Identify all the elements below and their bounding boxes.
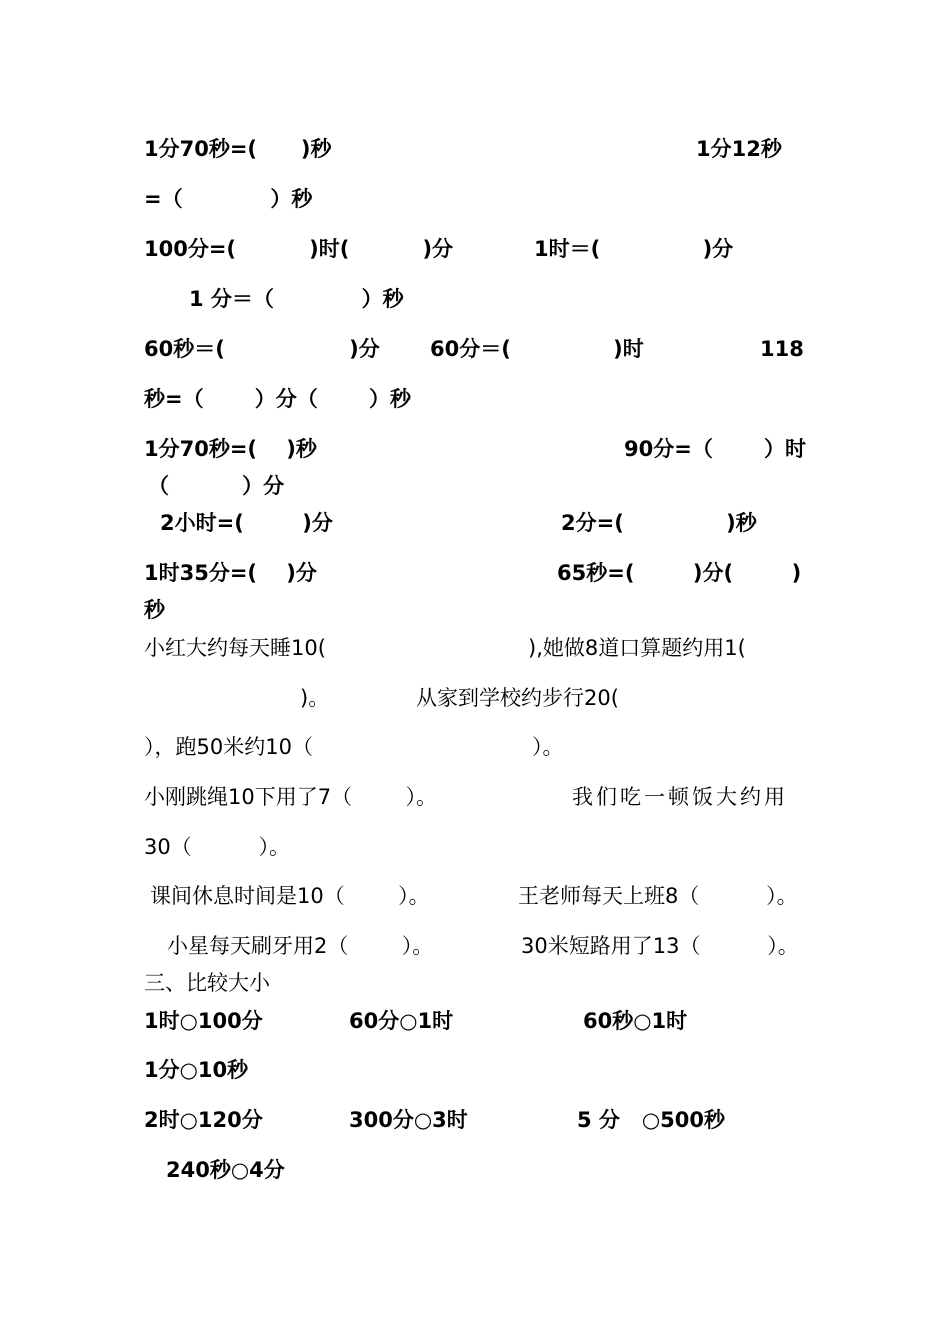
fill-unit-line: 从家到学校约步行20( — [416, 686, 619, 710]
compare-item: 300分○3时 — [349, 1108, 468, 1132]
compare-item: 1分○10秒 — [144, 1058, 249, 1082]
fill-unit-line: 我们吃一顿饭大约用 — [572, 785, 788, 809]
conversion-line: 1分70秒=( )秒 — [144, 137, 332, 161]
conversion-line: 1时35分=( )分 — [144, 561, 317, 585]
compare-item: 5 分 ○500秒 — [577, 1108, 726, 1132]
fill-unit-line: 小红大约每天睡10( — [144, 636, 326, 660]
conversion-line: （ ）分 — [148, 474, 285, 498]
conversion-line: 90分=（ ）时 — [624, 437, 806, 461]
fill-unit-line: 小星每天刷牙用2（ ）。 — [167, 934, 434, 958]
compare-item: 60分○1时 — [349, 1009, 454, 1033]
compare-item: 1时○100分 — [144, 1009, 263, 1033]
fill-unit-line: ）。 — [532, 735, 564, 759]
compare-item: 2时○120分 — [144, 1108, 263, 1132]
fill-unit-line: 王老师每天上班8（ ）。 — [518, 884, 798, 908]
compare-item: 60秒○1时 — [583, 1009, 688, 1033]
conversion-line: =（ ）秒 — [144, 187, 313, 211]
conversion-line: 秒=（ ）分（ ）秒 — [144, 387, 411, 411]
conversion-line: 65秒=( )分( ) — [557, 561, 802, 585]
section-heading-compare: 三、比较大小 — [144, 971, 270, 995]
conversion-line: 1 分＝（ ）秒 — [189, 287, 404, 311]
conversion-line: 100分=( )时( )分 — [144, 237, 454, 261]
fill-unit-line: 小刚跳绳10下用了7（ ）。 — [144, 785, 437, 809]
conversion-line: 60分＝( )时 — [430, 337, 644, 361]
conversion-line: 60秒＝( )分 — [144, 337, 380, 361]
fill-unit-line: 30（ ）。 — [144, 835, 290, 859]
conversion-line: 秒 — [144, 598, 165, 622]
conversion-line: 1时＝( )分 — [534, 237, 734, 261]
fill-unit-line: 30米短路用了13（ ）。 — [521, 934, 799, 958]
conversion-line: 1分70秒=( )秒 — [144, 437, 317, 461]
fill-unit-line: ），跑50米约10（ — [144, 735, 313, 759]
fill-unit-line: )。 — [300, 686, 330, 710]
conversion-line: 118 — [760, 337, 804, 361]
fill-unit-line: 课间休息时间是10（ ）。 — [150, 884, 430, 908]
conversion-line: 2小时=( )分 — [160, 511, 333, 535]
conversion-line: 1分12秒 — [696, 137, 782, 161]
compare-item: 240秒○4分 — [166, 1158, 285, 1182]
conversion-line: 2分=( )秒 — [561, 511, 757, 535]
fill-unit-line: ),她做8道口算题约用1( — [528, 636, 746, 660]
